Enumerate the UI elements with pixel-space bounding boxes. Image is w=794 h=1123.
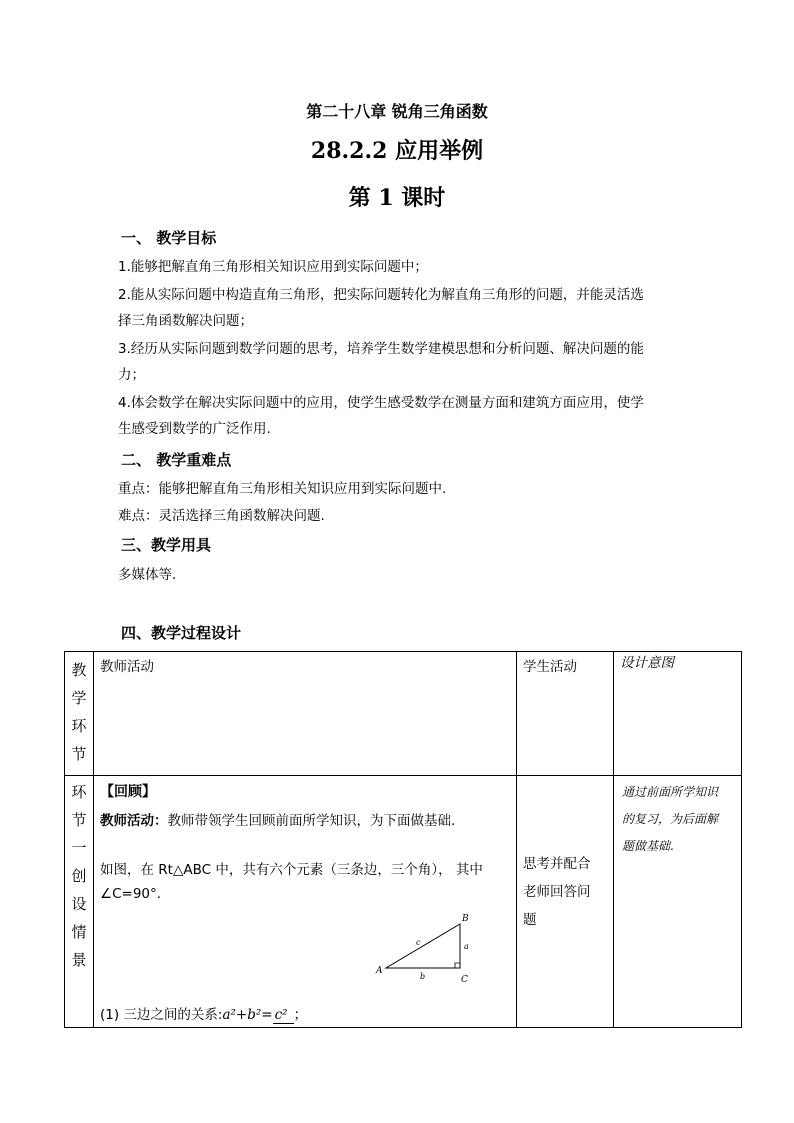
right-triangle-figure: [374, 904, 484, 984]
key-point: 重点：能够把解直角三角形相关知识应用到实际问题中.: [118, 481, 447, 497]
teacher-activity-cell: [94, 776, 517, 1028]
vertex-B-label: B: [462, 914, 469, 924]
design-intent-line: 题做基础.: [622, 839, 674, 853]
section-3-heading: 三、教学用具: [121, 536, 212, 554]
objective-line: 2.能从实际问题中构造直角三角形，把实际问题转化为解直角三角形的问题，并能灵活选: [118, 287, 644, 303]
char: 学: [71, 689, 87, 707]
objective-line: 1.能够把解直角三角形相关知识应用到实际问题中；: [118, 259, 428, 275]
char: 情: [71, 923, 87, 941]
question-1-line: [100, 1003, 307, 1024]
lesson-title: 28.2.2 应用举例: [310, 138, 484, 164]
char: 设: [71, 895, 87, 913]
char: 一: [71, 839, 87, 857]
header-teacher-activity: 教师活动: [94, 652, 517, 776]
char: 景: [71, 951, 87, 969]
question-1-suffix: ；: [293, 1007, 308, 1023]
lesson-subtitle: 第 1 课时: [348, 185, 446, 211]
section-1-heading: 一、 教学目标: [121, 229, 217, 247]
stage-cell: [65, 776, 94, 1028]
figure-text-line: ∠C=90°.: [100, 886, 162, 902]
vertex-C-label: C: [461, 975, 468, 984]
objective-line: 生感受到数学的广泛作用.: [118, 421, 271, 437]
tools-line: 多媒体等.: [118, 567, 177, 583]
question-1-expression: a²+b²=: [222, 1007, 273, 1023]
student-activity-line: 题: [523, 912, 537, 928]
section-4-heading: 四、教学过程设计: [121, 624, 242, 642]
student-activity-cell: [517, 776, 614, 1028]
question-1-prefix: (1) 三边之间的关系:: [100, 1007, 223, 1023]
objective-line: 力；: [118, 367, 145, 383]
side-a-label: a: [464, 942, 469, 951]
activity-text: 教师带领学生回顾前面所学知识，为下面做基础.: [167, 813, 456, 829]
objective-line: 择三角函数解决问题；: [118, 313, 253, 329]
stage-vertical-label: [69, 778, 89, 974]
section-2-heading: 二、 教学重难点: [121, 451, 232, 469]
review-heading: 【回顾】: [100, 784, 156, 800]
char: 创: [71, 867, 87, 885]
side-b-label: b: [420, 972, 426, 981]
activity-label: 教师活动：: [100, 813, 168, 829]
table-row: [65, 776, 742, 1028]
objective-line: 4.体会数学在解决实际问题中的应用，使学生感受数学在测量方面和建筑方面应用，使学: [118, 395, 644, 411]
question-1-answer: c²: [274, 1007, 288, 1023]
char: 环: [71, 783, 87, 801]
student-activity-line: 思考并配合: [523, 856, 591, 872]
char: 节: [71, 811, 87, 829]
objective-line: 3.经历从实际问题到数学问题的思考，培养学生数学建模思想和分析问题、解决问题的能: [118, 341, 644, 357]
design-intent-line: 通过前面所学知识: [622, 785, 719, 799]
char: 教: [71, 661, 87, 679]
table-header-row: [65, 652, 742, 776]
vertex-A-label: A: [376, 966, 383, 976]
header-student-activity: 学生活动: [517, 652, 614, 776]
char: 节: [71, 745, 87, 763]
header-design-intent: 设计意图: [614, 652, 742, 776]
chapter-title: 第二十八章 锐角三角函数: [306, 102, 488, 121]
header-stage-cell: [65, 652, 94, 776]
stage-header-vertical: [69, 656, 89, 768]
difficult-point: 难点：灵活选择三角函数解决问题.: [118, 508, 325, 524]
process-table: [64, 651, 742, 1028]
teacher-activity-line: [100, 809, 455, 829]
side-c-label: c: [416, 938, 421, 947]
char: 环: [71, 717, 87, 735]
design-intent-cell: [614, 776, 742, 1028]
figure-text-line: 如图，在 Rt△ABC 中，共有六个元素（三条边，三个角）， 其中: [100, 862, 483, 878]
design-intent-line: 的复习，为后面解: [622, 812, 719, 826]
student-activity-line: 老师回答问: [523, 884, 591, 900]
